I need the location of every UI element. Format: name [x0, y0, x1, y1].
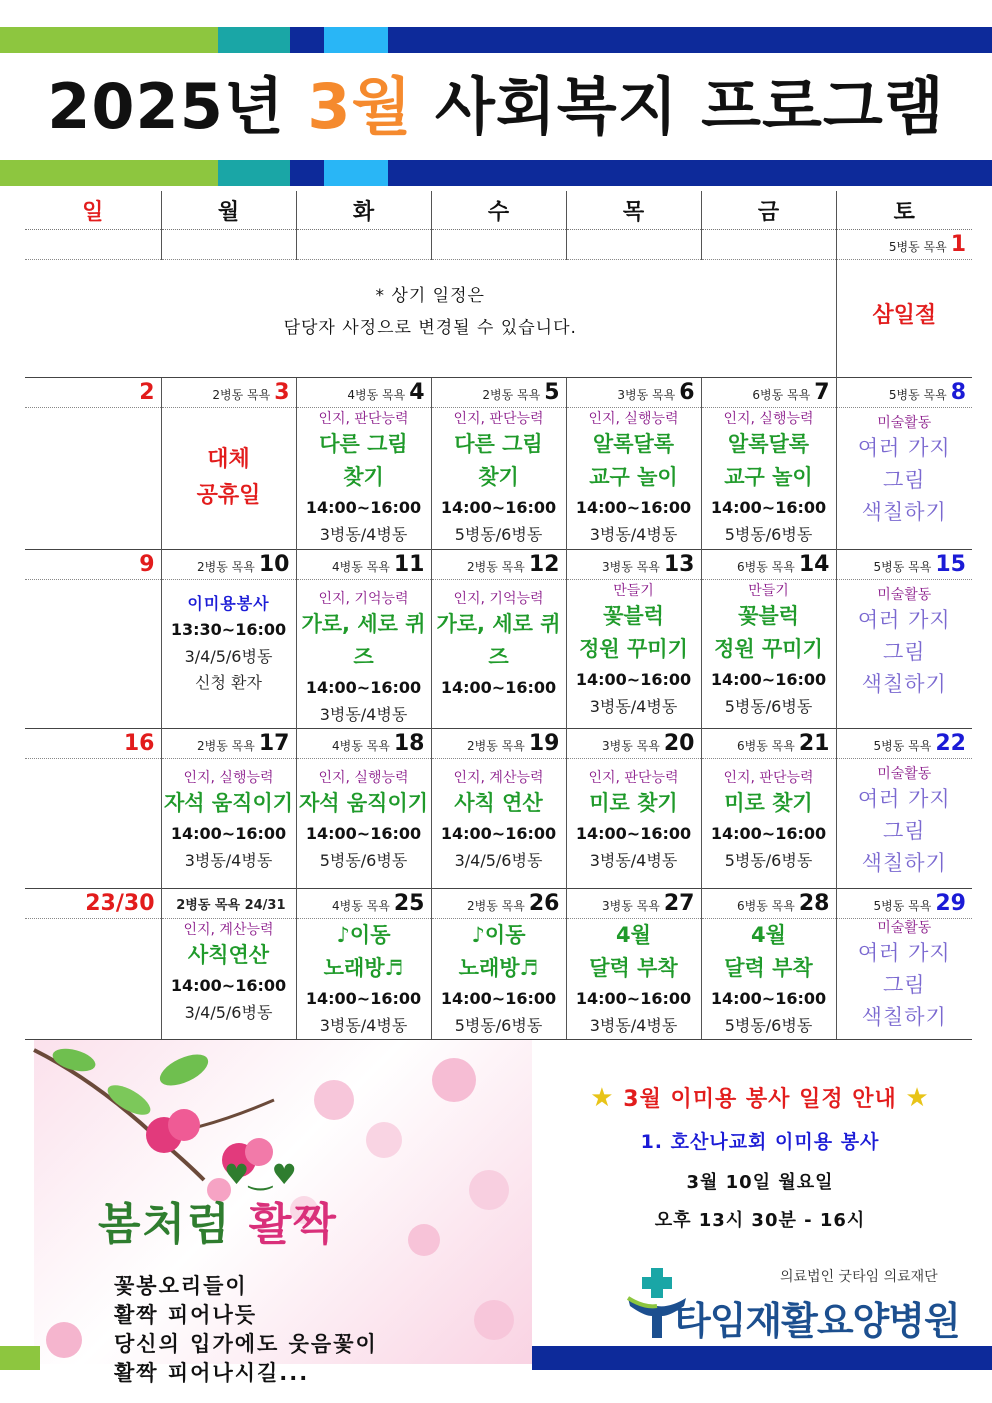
top-color-band	[0, 27, 992, 53]
date-cell: 23/30	[25, 889, 161, 919]
date-cell: 4병동 목욕 11	[296, 550, 431, 580]
spring-flower-image	[34, 1040, 532, 1385]
date-cell: 2병동 목욕 19	[431, 729, 566, 759]
date-cell: 2병동 목욕 3	[161, 378, 296, 408]
program-cell: 인지, 판단능력 미로 찾기 14:00~16:00 3병동/4병동	[566, 759, 701, 889]
program-cell: 인지, 기억능력 가로, 세로 퀴즈 14:00~16:00	[431, 580, 566, 729]
notice-line-3: 오후 13시 30분 - 16시	[654, 1210, 866, 1231]
program-cell: 인지, 실행능력 자석 움직이기 14:00~16:00 5병동/6병동	[296, 759, 431, 889]
title-month: 3월	[307, 70, 413, 143]
date-cell: 5병동 목욕 1	[836, 230, 972, 260]
program-cell: 4월 달력 부착 14:00~16:00 3병동/4병동	[566, 919, 701, 1040]
date-cell: 5병동 목욕 29	[836, 889, 972, 919]
date-cell: 2병동 목욕 17	[161, 729, 296, 759]
program-cell: 인지, 판단능력 미로 찾기 14:00~16:00 5병동/6병동	[701, 759, 836, 889]
star-icon: ★	[905, 1083, 930, 1113]
notice-heading: ★ 3월 이미용 봉사 일정 안내 ★	[590, 1083, 930, 1113]
program-cell: 인지, 실행능력 알록달록 교구 놀이 14:00~16:00 5병동/6병동	[701, 408, 836, 550]
program-cell: 만들기 꽃블럭 정원 꾸미기 14:00~16:00 5병동/6병동	[701, 580, 836, 729]
date-cell: 6병동 목욕 7	[701, 378, 836, 408]
date-cell: 6병동 목욕 21	[701, 729, 836, 759]
week2-content	[25, 580, 972, 729]
date-cell: 3병동 목욕 13	[566, 550, 701, 580]
week0-dates	[25, 230, 972, 260]
program-cell: 미술활동 여러 가지 그림 색칠하기	[836, 759, 972, 889]
date-cell: 5병동 목욕 15	[836, 550, 972, 580]
week4-content	[25, 919, 972, 1040]
program-cell: 미술활동 여러 가지 그림 색칠하기	[836, 408, 972, 550]
date-cell: 2병동 목욕 26	[431, 889, 566, 919]
schedule-note: * 상기 일정은 담당자 사정으로 변경될 수 있습니다.	[283, 286, 577, 338]
date-cell: 4병동 목욕 25	[296, 889, 431, 919]
program-cell: ♪이동 노래방♬ 14:00~16:00 3병동/4병동	[296, 919, 431, 1040]
notice-line-1: 1. 호산나교회 이미용 봉사	[640, 1131, 880, 1153]
program-cell: 미술활동 여러 가지 그림 색칠하기	[836, 580, 972, 729]
notice-line-2: 3월 10일 월요일	[686, 1172, 834, 1193]
date-cell: 4병동 목욕 18	[296, 729, 431, 759]
weekday-sun: 일	[25, 191, 161, 230]
star-icon: ★	[590, 1083, 615, 1113]
program-cell: 대체 공휴일	[161, 408, 296, 550]
program-cell: 인지, 판단능력 다른 그림 찾기 14:00~16:00 3병동/4병동	[296, 408, 431, 550]
date-cell: 2병동 목욕 12	[431, 550, 566, 580]
weekday-thu: 목	[566, 191, 701, 230]
date-cell: 4병동 목욕 4	[296, 378, 431, 408]
spring-phrase: 봄처럼 활짝	[98, 1199, 338, 1250]
date-cell: 2병동 목욕 5	[431, 378, 566, 408]
date-cell: 6병동 목욕 28	[701, 889, 836, 919]
program-cell: 만들기 꽃블럭 정원 꾸미기 14:00~16:00 3병동/4병동	[566, 580, 701, 729]
date-cell: 6병동 목욕 14	[701, 550, 836, 580]
program-cell: 인지, 기억능력 가로, 세로 퀴즈 14:00~16:00 3병동/4병동	[296, 580, 431, 729]
date-cell: 2병동 목욕 10	[161, 550, 296, 580]
week1-dates	[25, 378, 972, 408]
date-cell: 3병동 목욕 27	[566, 889, 701, 919]
program-cell: ♪이동 노래방♬ 14:00~16:00 5병동/6병동	[431, 919, 566, 1040]
date-cell: 16	[25, 729, 161, 759]
weekday-sat: 토	[836, 191, 972, 230]
week3-content	[25, 759, 972, 889]
beauty-service-notice	[540, 1082, 980, 1232]
hospital-name: 타임재활요양병원	[674, 1299, 960, 1343]
page-title: 2025년 3월 사회복지 프로그램	[47, 70, 945, 143]
program-cell: 미술활동 여러 가지 그림 색칠하기	[836, 919, 972, 1040]
week4-dates	[25, 889, 972, 919]
week3-dates	[25, 729, 972, 759]
week1-content	[25, 408, 972, 550]
date-cell: 5병동 목욕 8	[836, 378, 972, 408]
program-cell: 인지, 계산능력 사칙연산 14:00~16:00 3/4/5/6병동	[161, 919, 296, 1040]
weekday-mon: 월	[161, 191, 296, 230]
weekday-header	[25, 191, 972, 230]
date-cell: 2	[25, 378, 161, 408]
date-cell: 3병동 목욕 6	[566, 378, 701, 408]
logo-subtitle: 의료법인 굿타임 의료재단	[780, 1269, 938, 1285]
smile-icon: ♥‿♥	[224, 1158, 297, 1191]
weekday-tue: 화	[296, 191, 431, 230]
bottom-color-band	[0, 1346, 992, 1370]
date-cell: 2병동 목욕 24/31	[161, 889, 296, 919]
date-cell: 5병동 목욕 22	[836, 729, 972, 759]
spring-poem: 꽃봉오리들이 활짝 피어나듯 당신의 입가에도 웃음꽃이 활짝 피어나시길...	[114, 1274, 378, 1385]
program-cell: 인지, 실행능력 알록달록 교구 놀이 14:00~16:00 3병동/4병동	[566, 408, 701, 550]
program-cell: 인지, 계산능력 사칙 연산 14:00~16:00 3/4/5/6병동	[431, 759, 566, 889]
program-cell: 인지, 실행능력 자석 움직이기 14:00~16:00 3병동/4병동	[161, 759, 296, 889]
title-color-band	[0, 160, 992, 186]
weekday-fri: 금	[701, 191, 836, 230]
weekday-wed: 수	[431, 191, 566, 230]
week0-content	[25, 260, 972, 378]
program-cell: 이미용봉사 13:30~16:00 3/4/5/6병동 신청 환자	[161, 580, 296, 729]
hospital-logo	[626, 1268, 976, 1343]
date-cell: 3병동 목욕 20	[566, 729, 701, 759]
date-cell: 9	[25, 550, 161, 580]
program-cell: 4월 달력 부착 14:00~16:00 5병동/6병동	[701, 919, 836, 1040]
holiday-cell: 삼일절	[836, 260, 972, 378]
week2-dates	[25, 550, 972, 580]
calendar-table	[25, 191, 972, 1040]
program-cell: 인지, 판단능력 다른 그림 찾기 14:00~16:00 5병동/6병동	[431, 408, 566, 550]
